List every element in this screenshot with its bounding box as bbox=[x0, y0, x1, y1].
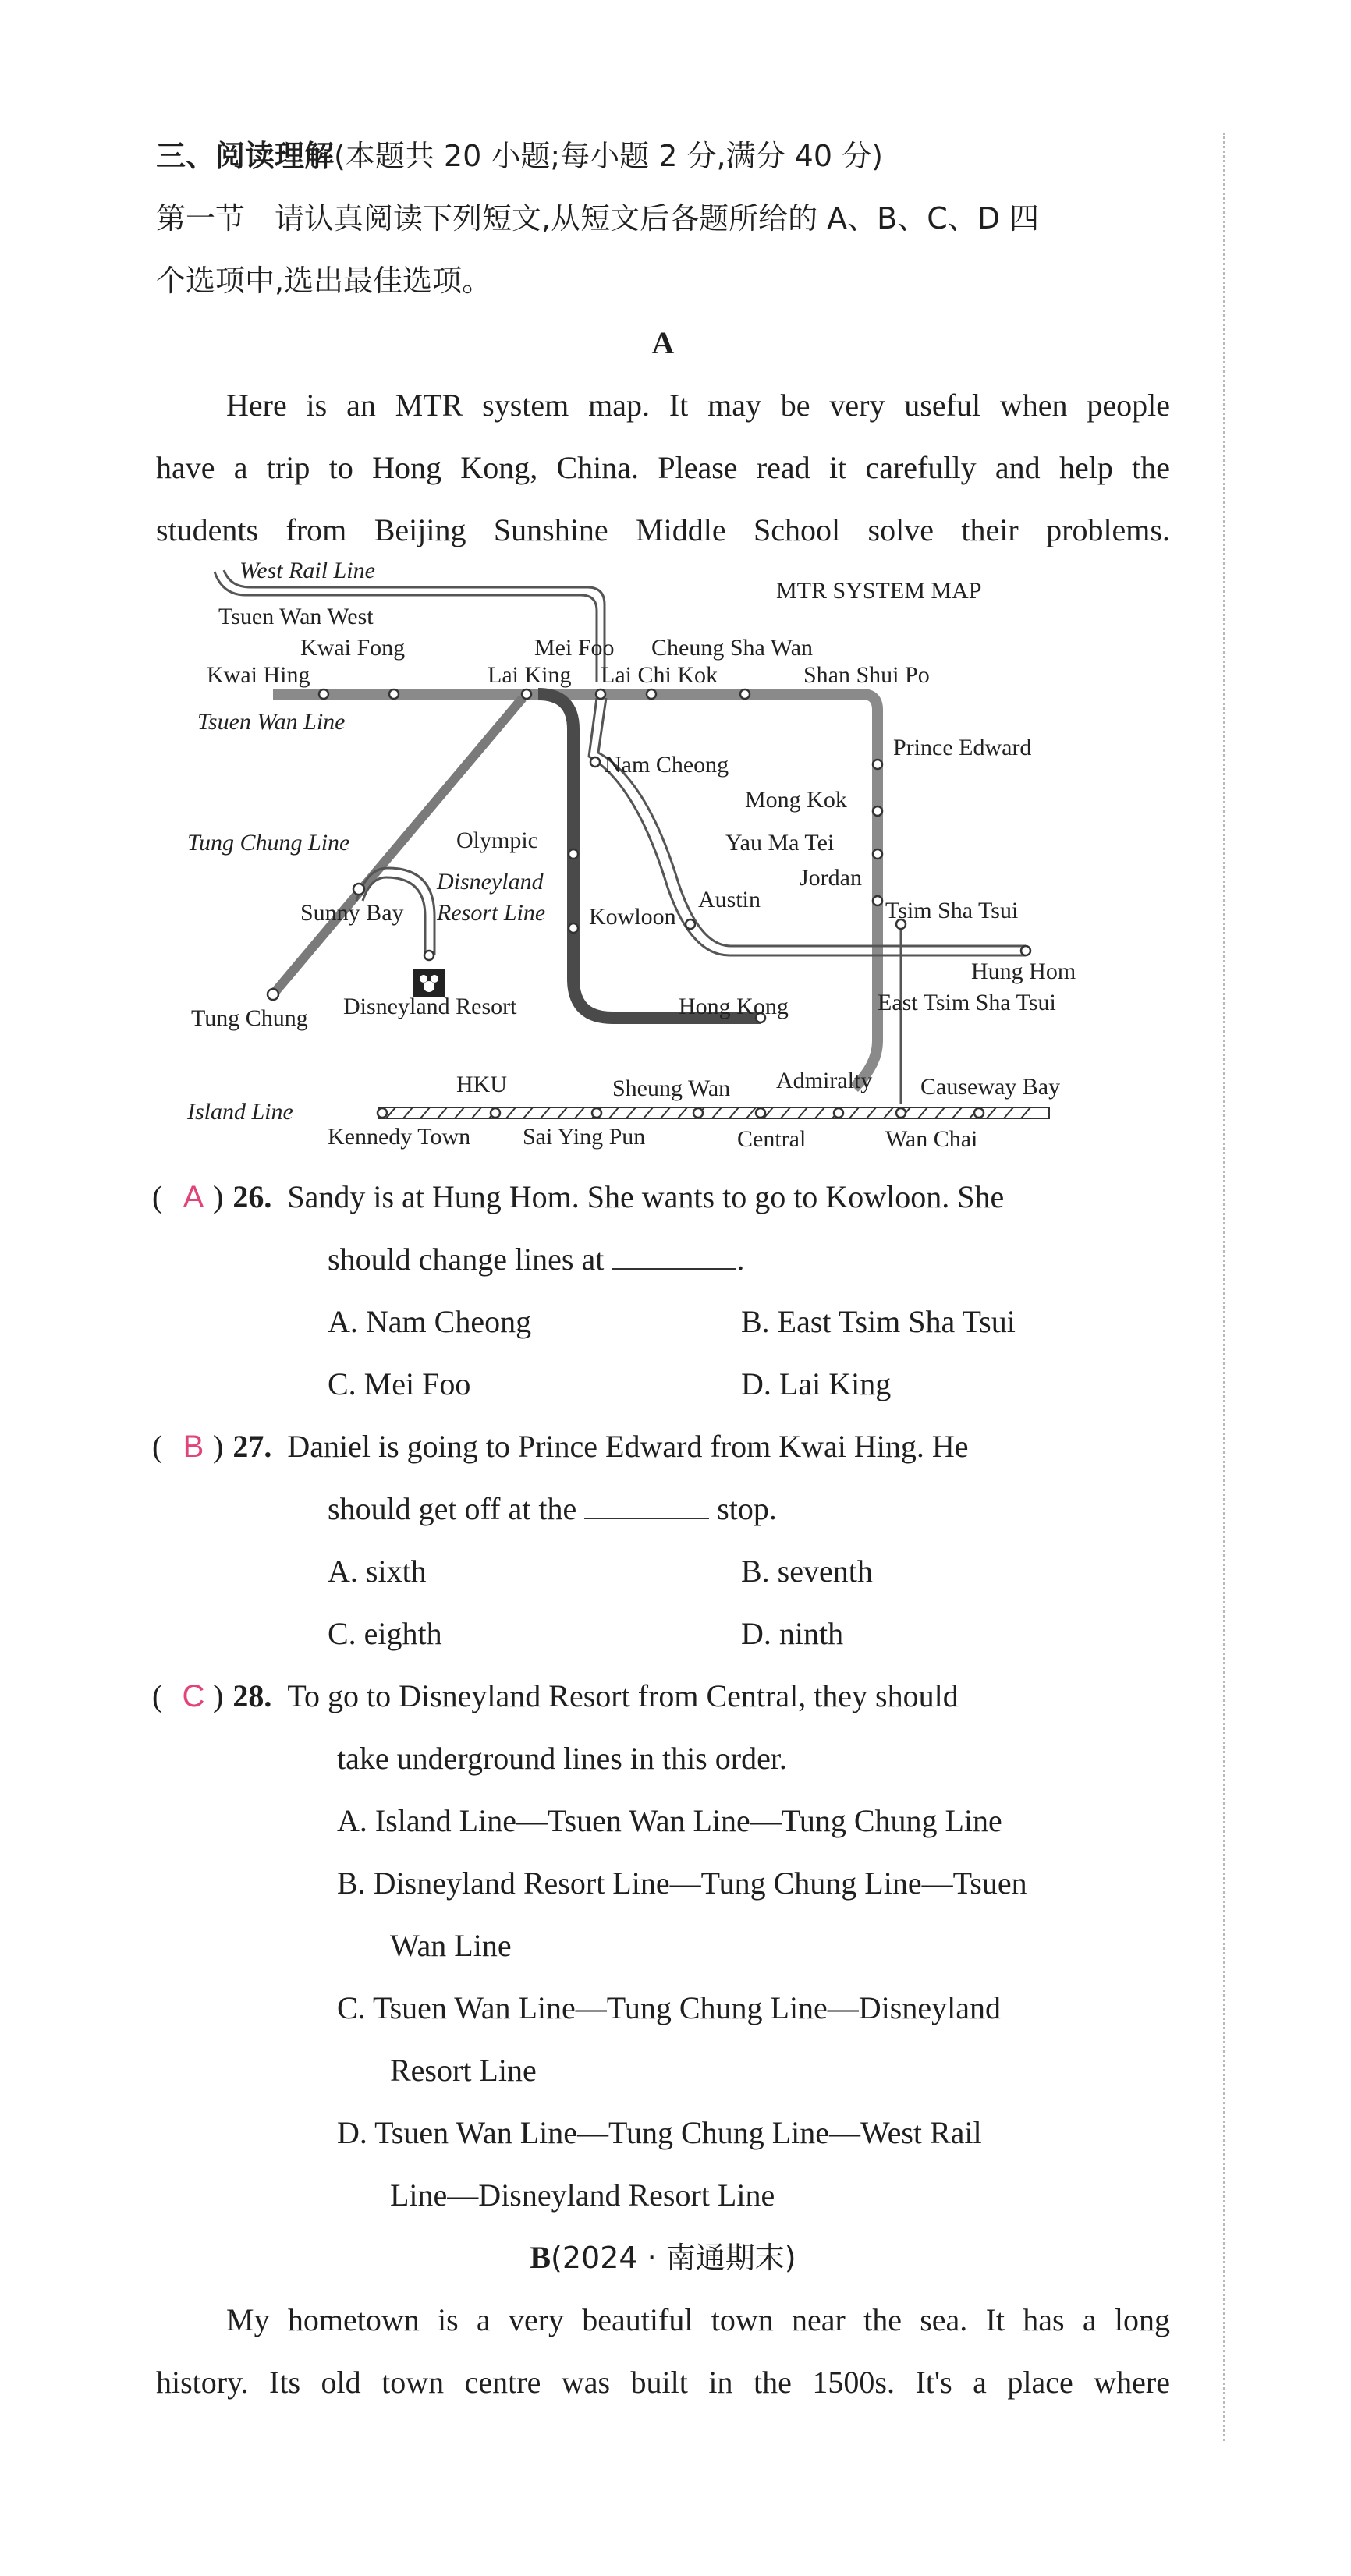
question-26-stem-1: Sandy is at Hung Hom. She wants to go to Kowloon. She bbox=[287, 1179, 1005, 1214]
label-island-line: Island Line bbox=[187, 1099, 293, 1125]
option-26-b: B. East Tsim Sha Tsui bbox=[741, 1304, 1016, 1339]
answer-27: B bbox=[183, 1430, 204, 1464]
section-heading bbox=[156, 125, 1170, 187]
label-nam-cheong: Nam Cheong bbox=[605, 752, 729, 778]
label-cheung-sha-wan: Cheung Sha Wan bbox=[651, 635, 814, 661]
open-paren: ( bbox=[152, 1429, 163, 1464]
section-note: (本题共 20 小题;每小题 2 分,满分 40 分) bbox=[334, 139, 883, 173]
question-28-number: 28. bbox=[232, 1678, 272, 1713]
label-kwai-fong: Kwai Fong bbox=[300, 635, 406, 661]
label-olympic: Olympic bbox=[456, 827, 538, 853]
passage-a-line-2: have a trip to Hong Kong, China. Please read it carefully and help the bbox=[156, 450, 1170, 485]
question-28 bbox=[152, 1665, 1166, 1727]
question-27-number: 27. bbox=[232, 1429, 272, 1464]
label-jordan: Jordan bbox=[800, 865, 862, 891]
label-kowloon: Kowloon bbox=[589, 904, 676, 930]
option-26-a: A. Nam Cheong bbox=[328, 1304, 532, 1339]
passage-b-heading bbox=[156, 2227, 1170, 2289]
option-28-b-cont: Wan Line bbox=[390, 1928, 512, 1963]
question-27-stem-1: Daniel is going to Prince Edward from Kwai Hing. He bbox=[287, 1429, 969, 1464]
passage-a-line-3: students from Beijing Sunshine Middle School solve their problems. bbox=[156, 512, 1170, 547]
label-shan-shui-po: Shan Shui Po bbox=[803, 662, 930, 688]
mickey-face bbox=[424, 981, 434, 992]
label-central: Central bbox=[737, 1126, 807, 1152]
passage-b-source: (2024 · 南通期末) bbox=[551, 2241, 796, 2275]
mickey-ear-left bbox=[420, 975, 427, 983]
question-28-stem-2: take underground lines in this order. bbox=[337, 1741, 787, 1776]
label-admiralty: Admiralty bbox=[776, 1068, 873, 1093]
question-26 bbox=[152, 1166, 1166, 1228]
question-26-stem-line-2 bbox=[328, 1228, 1342, 1291]
label-wan-chai: Wan Chai bbox=[885, 1126, 978, 1152]
option-28-a: A. Island Line—Tsuen Wan Line—Tung Chung Line bbox=[337, 1803, 1002, 1838]
question-26-number: 26. bbox=[232, 1179, 272, 1214]
open-paren: ( bbox=[152, 1678, 163, 1713]
label-yau-ma-tei: Yau Ma Tei bbox=[725, 830, 835, 856]
option-26-d: D. Lai King bbox=[741, 1366, 892, 1401]
label-austin: Austin bbox=[698, 887, 761, 912]
answer-blank bbox=[612, 1245, 736, 1270]
mtr-system-map bbox=[187, 558, 1135, 1158]
label-lai-king: Lai King bbox=[488, 662, 572, 688]
option-28-c: C. Tsuen Wan Line—Tung Chung Line—Disneyland bbox=[337, 1990, 1001, 2025]
question-28-stem-1: To go to Disneyland Resort from Central, they should bbox=[287, 1678, 959, 1713]
question-26-stem-end: . bbox=[736, 1242, 745, 1277]
option-27-a: A. sixth bbox=[328, 1554, 427, 1589]
label-tsuen-wan-west: Tsuen Wan West bbox=[218, 604, 374, 629]
passage-b-line-2: history. Its old town centre was built in the 1500s. It's a place where bbox=[156, 2365, 1170, 2400]
label-disneyland-resort: Disneyland Resort bbox=[343, 994, 517, 1019]
label-tung-chung-line: Tung Chung Line bbox=[187, 830, 350, 856]
label-mei-foo: Mei Foo bbox=[534, 635, 615, 661]
question-27-stem-2: should get off at the bbox=[328, 1491, 577, 1526]
label-kennedy-town: Kennedy Town bbox=[328, 1124, 471, 1150]
option-27-c: C. eighth bbox=[328, 1616, 442, 1651]
option-28-d-cont: Line—Disneyland Resort Line bbox=[390, 2177, 775, 2213]
label-hong-kong: Hong Kong bbox=[679, 994, 789, 1019]
question-27-stem-end: stop. bbox=[717, 1491, 777, 1526]
label-mong-kok: Mong Kok bbox=[745, 787, 847, 813]
label-sunny-bay: Sunny Bay bbox=[300, 900, 404, 926]
answer-26: A bbox=[183, 1180, 204, 1214]
label-lai-chi-kok: Lai Chi Kok bbox=[601, 662, 718, 688]
option-27-d: D. ninth bbox=[741, 1616, 844, 1651]
label-kwai-hing: Kwai Hing bbox=[207, 662, 310, 688]
answer-28: C bbox=[182, 1679, 205, 1713]
label-tung-chung: Tung Chung bbox=[191, 1005, 308, 1031]
passage-a-title: A bbox=[651, 325, 675, 360]
passage-a-line-1: Here is an MTR system map. It may be very useful when people bbox=[226, 388, 1170, 423]
label-causeway-bay: Causeway Bay bbox=[920, 1074, 1061, 1100]
map-title: MTR SYSTEM MAP bbox=[776, 578, 982, 604]
label-tsim-sha-tsui: Tsim Sha Tsui bbox=[885, 898, 1019, 923]
option-28-c-cont: Resort Line bbox=[390, 2053, 537, 2088]
passage-b-line-1: My hometown is a very beautiful town near the sea. It has a long bbox=[226, 2302, 1170, 2337]
part-instruction-line-1: 第一节 请认真阅读下列短文,从短文后各题所给的 A、B、C、D 四 bbox=[156, 201, 1040, 236]
label-prince-edward: Prince Edward bbox=[893, 735, 1032, 760]
option-28-d: D. Tsuen Wan Line—Tung Chung Line—West Rail bbox=[337, 2115, 982, 2150]
mickey-ear-right bbox=[431, 975, 438, 983]
open-paren: ( bbox=[152, 1179, 163, 1214]
label-sai-ying-pun: Sai Ying Pun bbox=[523, 1124, 646, 1150]
label-resort-line: Resort Line bbox=[437, 900, 546, 926]
section-title: 三、阅读理解 bbox=[156, 139, 335, 173]
close-paren: ) bbox=[213, 1429, 224, 1464]
label-east-tsim-sha-tsui: East Tsim Sha Tsui bbox=[878, 990, 1056, 1015]
label-hku: HKU bbox=[456, 1072, 507, 1097]
option-28-b: B. Disneyland Resort Line—Tung Chung Line—Tsuen bbox=[337, 1866, 1027, 1901]
option-27-b: B. seventh bbox=[741, 1554, 873, 1589]
label-hung-hom: Hung Hom bbox=[971, 958, 1076, 984]
close-paren: ) bbox=[213, 1678, 224, 1713]
question-27 bbox=[152, 1416, 1166, 1478]
passage-b-title: B bbox=[530, 2240, 551, 2275]
answer-blank bbox=[584, 1494, 709, 1519]
question-26-stem-2: should change lines at bbox=[328, 1242, 605, 1277]
label-sheung-wan: Sheung Wan bbox=[612, 1075, 731, 1101]
question-27-stem-line-2 bbox=[328, 1478, 1342, 1540]
label-disneyland: Disneyland bbox=[437, 869, 544, 895]
label-west-rail-line: West Rail Line bbox=[239, 558, 375, 583]
label-tsuen-wan-line: Tsuen Wan Line bbox=[197, 709, 346, 735]
part-instruction-line-2: 个选项中,选出最佳选项。 bbox=[156, 264, 492, 298]
close-paren: ) bbox=[213, 1179, 224, 1214]
option-26-c: C. Mei Foo bbox=[328, 1366, 471, 1401]
